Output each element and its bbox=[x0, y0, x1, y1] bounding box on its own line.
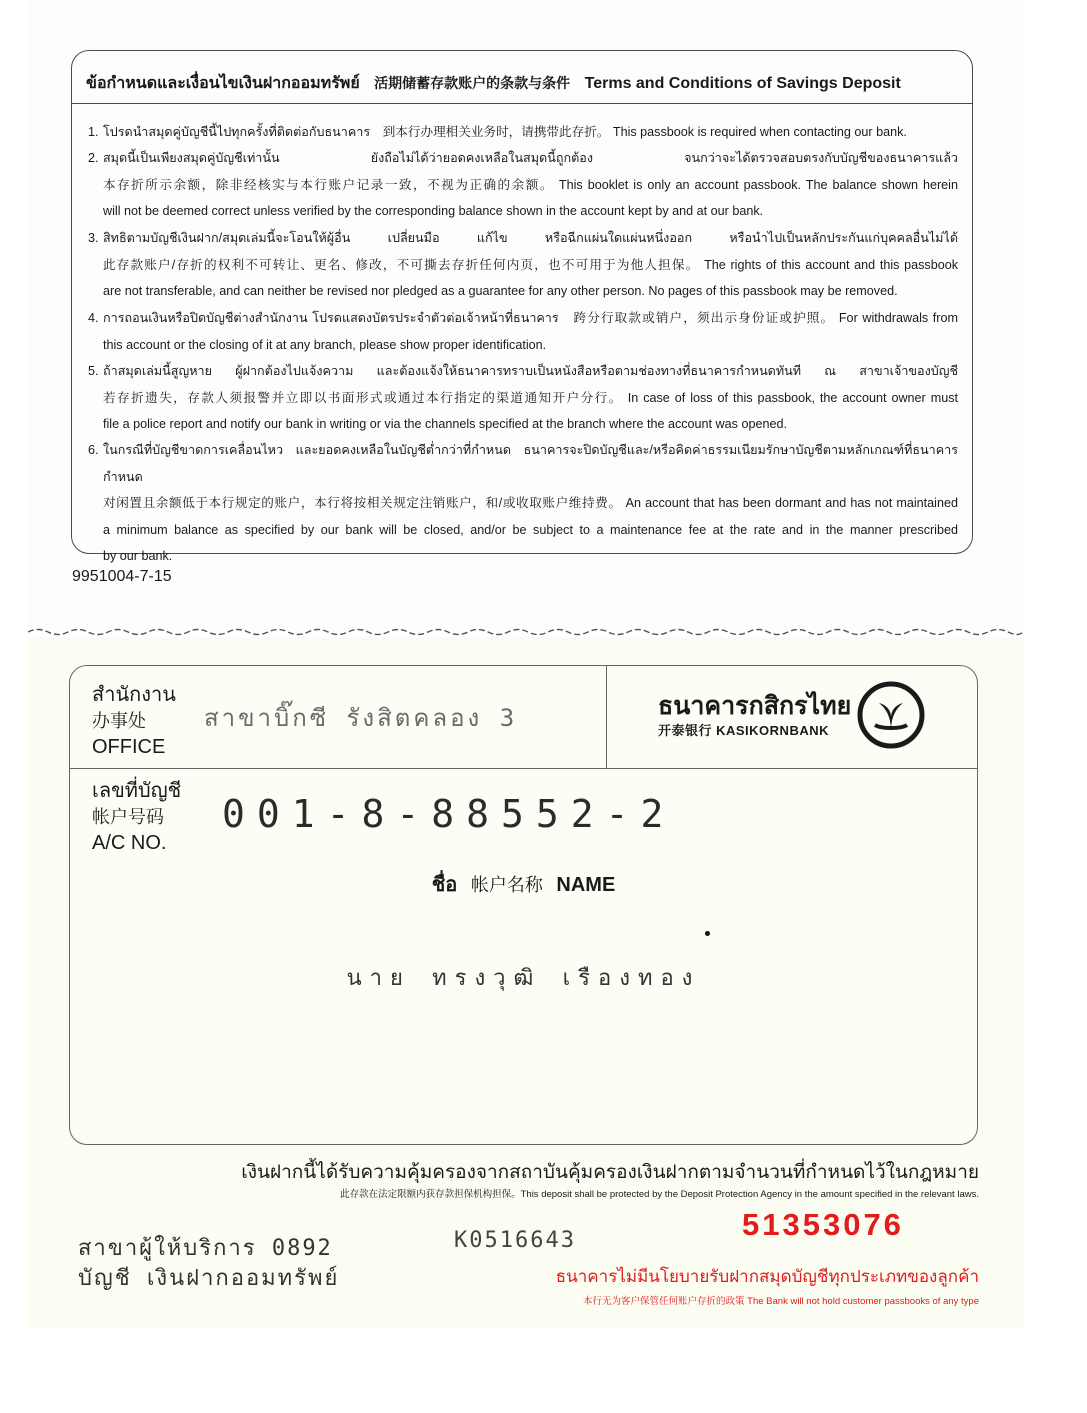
terms-title-en: Terms and Conditions of Savings Deposit bbox=[584, 75, 901, 92]
term-line: this account or the closing of it at any branch, please show proper identification. bbox=[103, 337, 547, 352]
no-hold-notice-th: ธนาคารไม่มีนโยบายรับฝากสมุดบัญชีทุกประเภทของลูกค้า bbox=[555, 1267, 979, 1286]
term-item bbox=[88, 225, 958, 305]
term-line: สมุดนี้เป็นเพียงสมุดคู่บัญชีเท่านั้น ยังถือไม่ได้ว่ายอดคงเหลือในสมุดนี้ถูกต้อง จนกว่าจะได้ตรวจสอบตรงกับบัญชีของธนาคารแล้ว bbox=[103, 151, 958, 165]
deposit-protection-notice-th: เงินฝากนี้ได้รับความคุ้มครองจากสถาบันคุ้มครองเงินฝากตามจำนวนที่กำหนดไว้ในกฎหมาย bbox=[241, 1162, 979, 1183]
term-number: 1. bbox=[88, 125, 99, 139]
office-label bbox=[92, 682, 176, 760]
terms-title-th: ข้อกำหนดและเงื่อนไขเงินฝากออมทรัพย์ bbox=[86, 75, 360, 92]
term-number: 2. bbox=[88, 151, 99, 165]
term-item bbox=[88, 305, 958, 358]
term-number: 3. bbox=[88, 231, 99, 245]
account-holder-name: นาย ทรงวุฒิ เรืองทอง bbox=[346, 966, 701, 991]
office-label-th: สำนักงาน bbox=[92, 684, 176, 706]
term-line: 本存折所示余额，除非经核实与本行账户记录一致，不视为正确的余额。 This booklet is only an account passbook. The balance shown herein bbox=[103, 177, 958, 192]
form-code: 9951004-7-15 bbox=[72, 568, 172, 585]
account-label-th: เลขที่บัญชี bbox=[92, 780, 182, 802]
name-label bbox=[70, 868, 977, 900]
term-line: by our bank. bbox=[103, 549, 173, 563]
term-line: 此存款账户/存折的权利不可转让、更名、修改，不可撕去存折任何内页，也不可用于为他人担保。 The rights of this account and this passbook bbox=[103, 257, 958, 272]
header-divider-vertical bbox=[606, 666, 607, 768]
account-number-label bbox=[92, 778, 181, 856]
perforation-divider bbox=[28, 627, 1023, 637]
term-line: โปรดนำสมุดคู่บัญชีนี้ไปทุกครั้งที่ติดต่อกับธนาคาร 到本行办理相关业务时，请携带此存折。 This passbook is required when contacting our bank. bbox=[103, 125, 907, 139]
kasikorn-leaf-icon bbox=[857, 681, 925, 749]
terms-box bbox=[71, 50, 973, 563]
term-line: are not transferable, and can neither be revised nor pledged as a guarantee for any other person. No pages of this passbook may be removed. bbox=[103, 284, 898, 298]
service-branch: สาขาผู้ให้บริการ 0892 bbox=[78, 1236, 333, 1261]
name-label-cn: 帐户名称 bbox=[470, 875, 543, 895]
term-line: สิทธิตามบัญชีเงินฝาก/สมุดเล่มนี้จะโอนให้ผู้อื่น เปลี่ยนมือ แก้ไข หรือฉีกแผ่นใดแผ่นหนึ่งออก หรือนำไปเป็นหลักประกันแก่บุคคลอื่นไม่ได้ bbox=[103, 231, 958, 245]
terms-title-cn: 活期储蓄存款账户的条款与条件 bbox=[374, 75, 571, 91]
account-label-en: A/C NO. bbox=[92, 832, 167, 854]
term-line: 对闲置且余额低于本行规定的账户，本行将按相关规定注销账户，和/或收取账户维持费。 An account that has been dormant and has not maintained bbox=[103, 496, 958, 510]
account-number-value: 001-8-88552-2 bbox=[222, 792, 676, 836]
no-hold-notice-en: 本行无为客户保管任何账户存折的政策 The Bank will not hold customer passbooks of any type bbox=[583, 1296, 979, 1307]
term-line: 若存折遗失，存款人须报警并立即以书面形式或通过本行指定的渠道通知开户分行。 In case of loss of this passbook, the account owner must bbox=[103, 390, 958, 405]
bank-name-en: 开泰银行 KASIKORNBANK bbox=[658, 723, 830, 738]
term-line: file a police report and notify our bank in writing or via the channels specified at the branch where the account was opened. bbox=[103, 417, 787, 431]
term-item bbox=[88, 437, 958, 570]
serial-number: K0516643 bbox=[454, 1228, 576, 1253]
name-label-en: NAME bbox=[556, 874, 616, 896]
term-line: ในกรณีที่บัญชีขาดการเคลื่อนไหว และยอดคงเหลือในบัญชีต่ำกว่าที่กำหนด ธนาคารจะปิดบัญชีและ/หรือคิดค่าธรรมเนียมรักษาบัญชีตามหลักเกณฑ์ที่ธนาคารกำหนด bbox=[103, 443, 958, 484]
header-divider-horizontal bbox=[70, 768, 977, 769]
deposit-protection-notice-en: 此存款在法定限额内获存款担保机构担保。This deposit shall be protected by the Deposit Protection Agency in the amount specified in the relevant laws. bbox=[340, 1189, 979, 1200]
terms-title bbox=[86, 71, 960, 96]
office-label-en: OFFICE bbox=[92, 736, 166, 758]
ink-dot bbox=[705, 931, 710, 936]
term-line: การถอนเงินหรือปิดบัญชีต่างสำนักงาน โปรดแสดงบัตรประจำตัวต่อเจ้าหน้าที่ธนาคาร 跨分行取款或销户，须出示身份证或护照。 For withdrawals from bbox=[103, 311, 958, 325]
account-info-box bbox=[69, 665, 978, 1145]
account-label-cn: 帐户号码 bbox=[92, 807, 164, 827]
term-number: 6. bbox=[88, 443, 99, 457]
office-value: สาขาบิ๊กซี รังสิตคลอง 3 bbox=[204, 704, 518, 732]
term-item bbox=[88, 145, 958, 225]
term-item bbox=[88, 119, 958, 146]
bank-name-th: ธนาคารกสิกรไทย bbox=[658, 692, 852, 720]
term-line: ถ้าสมุดเล่มนี้สูญหาย ผู้ฝากต้องไปแจ้งความ และต้องแจ้งให้ธนาคารทราบเป็นหนังสือหรือตามช่องทางที่ธนาคารกำหนดทันที ณ สาขาเจ้าของบัญชี bbox=[103, 364, 958, 378]
term-line: a minimum balance as specified by our bank will be closed, and/or be subject to a maintenance fee at the rate and in the manner prescribed bbox=[103, 522, 958, 537]
account-type: บัญชี เงินฝากออมทรัพย์ bbox=[78, 1266, 340, 1291]
name-label-th: ชื่อ bbox=[431, 874, 458, 896]
term-number: 5. bbox=[88, 364, 99, 378]
term-number: 4. bbox=[88, 311, 99, 325]
term-item bbox=[88, 358, 958, 438]
passbook-number: 51353076 bbox=[742, 1207, 904, 1242]
office-label-cn: 办事处 bbox=[92, 711, 146, 731]
terms-divider bbox=[72, 103, 972, 104]
term-line: will not be deemed correct unless verified by the corresponding balance shown in the account kept by and at our bank. bbox=[103, 204, 764, 218]
